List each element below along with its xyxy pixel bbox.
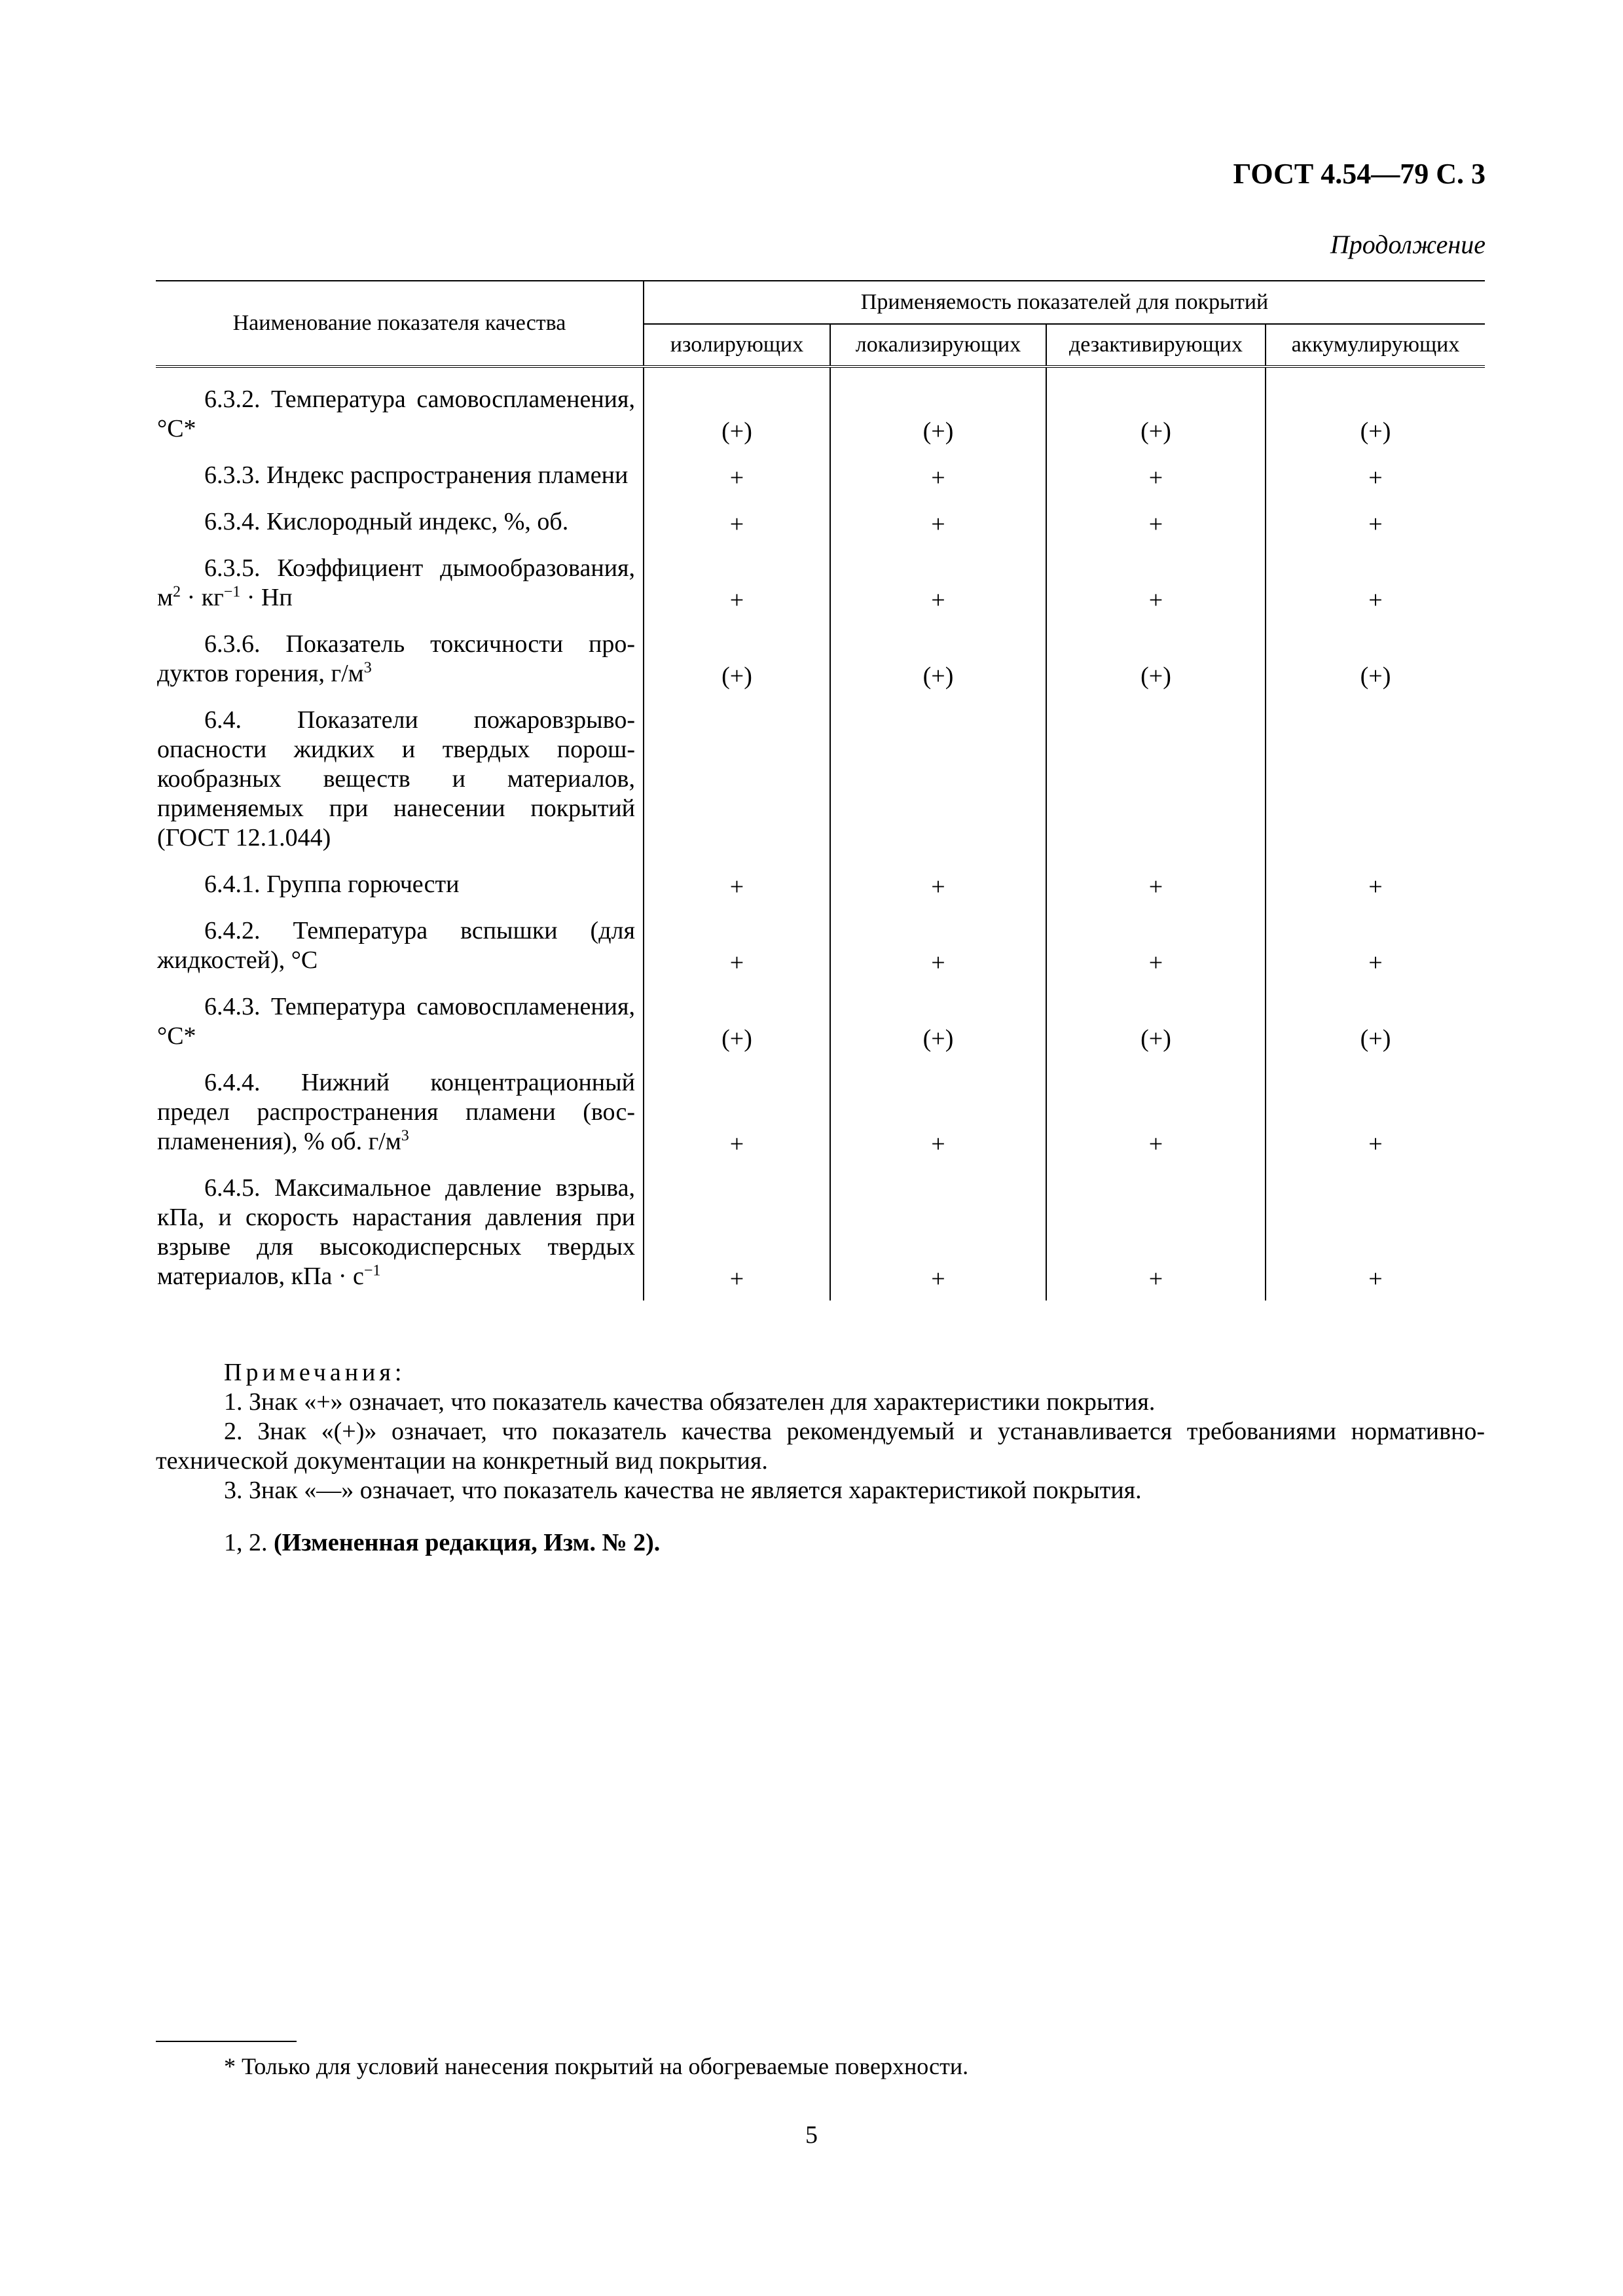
applicability-cell: + [644, 453, 830, 499]
table-row [156, 698, 1485, 862]
applicability-cell: (+) [644, 622, 830, 698]
indicator-name: 6.4.2. Температура вспышки (для жидкостей), °С [157, 917, 635, 974]
applicability-cell: + [830, 1166, 1046, 1300]
table-row [156, 499, 1485, 546]
indicator-name: 6.3.6. Показатель токсичности продуктов горения, $г/м^3$ [157, 630, 635, 687]
footnote-divider [156, 2041, 297, 2042]
applicability-cell: + [830, 862, 1046, 908]
indicator-name: 6.3.3. Индекс распространения пламени [204, 461, 629, 489]
applicability-cell: + [830, 908, 1046, 984]
applicability-group-header: Применяемость показателей для покрытий [644, 281, 1485, 324]
indicator-name: 6.3.5. Коэффициент дымообразования, $м^2 \cdot кг^{-1}$ · Нп [157, 554, 636, 611]
applicability-cell: + [644, 1166, 830, 1300]
applicability-cell: + [1266, 453, 1485, 499]
applicability-cell: (+) [1266, 622, 1485, 698]
applicability-cell: (+) [1266, 367, 1485, 453]
amendment-note: 1, 2. (Измененная редакция, Изм. № 2). [224, 1529, 661, 1556]
applicability-cell: + [1046, 499, 1266, 546]
table-row [156, 908, 1485, 984]
applicability-cell: + [644, 908, 830, 984]
table-row [156, 862, 1485, 908]
table-row [156, 1060, 1485, 1166]
indicator-name: 6.3.4. Кислородный индекс, %, об. [204, 508, 569, 535]
column-header-localizing: локализирующих [830, 324, 1046, 367]
note-item: 1. Знак «+» означает, что показатель качества обязателен для характеристики покрытия. [224, 1388, 1156, 1416]
applicability-cell: + [1046, 546, 1266, 622]
applicability-cell: (+) [830, 622, 1046, 698]
applicability-cell: + [644, 499, 830, 546]
applicability-cell: (+) [644, 367, 830, 453]
applicability-cell: + [830, 499, 1046, 546]
note-item: 3. Знак «—» означает, что показатель качества не является характеристикой покрытия. [224, 1477, 1142, 1504]
applicability-cell [1266, 698, 1485, 862]
applicability-cell: + [830, 546, 1046, 622]
applicability-cell [644, 698, 830, 862]
applicability-cell: + [1046, 453, 1266, 499]
document-code: ГОСТ 4.54—79 С. 3 [1233, 158, 1486, 190]
applicability-cell: + [830, 453, 1046, 499]
table-row [156, 622, 1485, 698]
indicator-name: 6.4. Показатели пожаровзрывоопасности жидких и твердых порошкообразных веществ и материалов, применяемых при нанесении покрытий (ГОСТ 12.1.044) [157, 706, 635, 852]
table-row [156, 1166, 1485, 1300]
applicability-cell: + [1266, 862, 1485, 908]
applicability-cell: + [1266, 1060, 1485, 1166]
applicability-cell: (+) [1046, 984, 1266, 1060]
applicability-cell [1046, 698, 1266, 862]
indicator-name: 6.4.5. Максимальное давление взрыва, кПа, и скорость нарастания давления при взрыве для высокодисперсных твердых материалов, кПа · $с^{-1}$ [157, 1174, 635, 1290]
applicability-cell: + [1266, 546, 1485, 622]
applicability-cell: (+) [830, 367, 1046, 453]
applicability-cell: (+) [1266, 984, 1485, 1060]
quality-indicators-table [156, 280, 1485, 1300]
applicability-cell: (+) [1046, 622, 1266, 698]
applicability-cell: + [1046, 862, 1266, 908]
applicability-cell: (+) [1046, 367, 1266, 453]
continuation-label: Продолжение [1330, 230, 1486, 259]
indicator-name: 6.4.1. Группа горючести [204, 870, 460, 898]
applicability-cell: + [644, 1060, 830, 1166]
indicator-name: 6.4.3. Температура самовоспламенения, °С* [157, 993, 635, 1050]
applicability-cell: (+) [644, 984, 830, 1060]
notes-title: Примечания: [224, 1359, 406, 1386]
applicability-cell: + [830, 1060, 1046, 1166]
applicability-cell: + [1266, 908, 1485, 984]
table-row [156, 546, 1485, 622]
applicability-cell [830, 698, 1046, 862]
applicability-cell: + [1266, 1166, 1485, 1300]
applicability-cell: (+) [830, 984, 1046, 1060]
applicability-cell: + [1046, 908, 1266, 984]
applicability-cell: + [1046, 1060, 1266, 1166]
notes-block [156, 1358, 1485, 1505]
name-column-header: Наименование показателя качества [156, 281, 644, 367]
column-header-isolating: изолирующих [644, 324, 830, 367]
column-header-deactivating: дезактивирующих [1046, 324, 1266, 367]
applicability-cell: + [644, 546, 830, 622]
page-number: 5 [805, 2121, 818, 2149]
table-row [156, 984, 1485, 1060]
applicability-cell: + [644, 862, 830, 908]
table-row [156, 453, 1485, 499]
note-item: 2. Знак «(+)» означает, что показатель качества рекомендуемый и устанавливается требованиями нормативно-технической документации на конкретный вид покрытия. [156, 1418, 1485, 1475]
indicator-name: 6.3.2. Температура самовоспламенения, °С* [157, 386, 635, 442]
applicability-cell: + [1266, 499, 1485, 546]
column-header-accumulating: аккумулирующих [1266, 324, 1485, 367]
footnote: * Только для условий нанесения покрытий на обогреваемые поверхности. [224, 2053, 969, 2079]
table-row [156, 367, 1485, 453]
indicator-name: 6.4.4. Нижний концентрационный предел распространения пламени (воспламенения), % об. $г/м^3$ [157, 1069, 635, 1155]
applicability-cell: + [1046, 1166, 1266, 1300]
